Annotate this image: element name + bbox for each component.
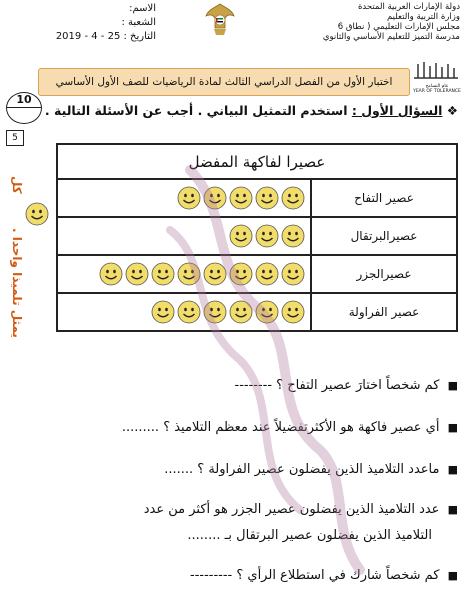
- table-row: [57, 293, 457, 331]
- smiley-face-icon: [229, 262, 253, 286]
- smiley-face-icon: [99, 262, 123, 286]
- question-text: ماعدد التلاميذ الذين يفضلون عصير الفراولة ؟: [197, 462, 440, 477]
- juice-name: عصيرالبرتقال: [311, 217, 457, 255]
- question-text: كم شخصاً شارك في استطلاع الرأي ؟: [236, 568, 440, 583]
- answer-blank[interactable]: .........: [121, 420, 160, 435]
- question-1-text: استخدم التمثيل البياني . أجب عن الأسئلة التالية .: [44, 103, 348, 118]
- bullet-icon: ■: [447, 569, 458, 582]
- table-row: [57, 179, 457, 217]
- tolerance-logo-arabic: عام التسامح: [425, 84, 449, 89]
- smiley-face-icon: [255, 262, 279, 286]
- juice-name: عصير التفاح: [311, 179, 457, 217]
- pictograph-title: عصيرا لفاكهة المفضل: [57, 144, 457, 179]
- smiley-face-icon: [229, 300, 253, 324]
- question-1-heading: [45, 103, 458, 118]
- answer-blank[interactable]: --------: [234, 378, 273, 393]
- question-1-label: السؤال الأول :: [351, 103, 443, 118]
- smiley-face-icon: [255, 224, 279, 248]
- smiley-face-icon: [177, 262, 201, 286]
- smiley-face-icon: [177, 186, 201, 210]
- smiley-face-icon: [281, 262, 305, 286]
- smiley-face-icon: [25, 202, 49, 226]
- smiley-face-icon: [281, 300, 305, 324]
- pictograph-table: [56, 143, 458, 332]
- header-line: مدرسة التميز للتعليم الأساسي والثانوي: [322, 32, 460, 42]
- key-text-2: يمثل تلميذا واحدا .: [10, 228, 24, 338]
- table-row: [57, 217, 457, 255]
- smiley-face-icon: [177, 300, 201, 324]
- smiley-cell: [57, 255, 311, 293]
- bullet-icon: ■: [447, 379, 458, 392]
- smiley-cell: [57, 217, 311, 255]
- score-divider: [7, 107, 41, 108]
- tolerance-logo-icon: [412, 58, 462, 80]
- question-text: كم شخصاً اختارَ عصير التفاح ؟: [276, 378, 440, 393]
- smiley-face-icon: [281, 224, 305, 248]
- answer-blank[interactable]: .......: [164, 462, 194, 477]
- question-item-continued: [187, 528, 432, 543]
- smiley-face-icon: [229, 224, 253, 248]
- juice-name: عصير الفراولة: [311, 293, 457, 331]
- smiley-face-icon: [203, 262, 227, 286]
- question-item: [235, 378, 459, 393]
- tolerance-logo: [412, 58, 462, 96]
- table-row: [57, 255, 457, 293]
- bullet-icon: ■: [447, 463, 458, 476]
- smiley-face-icon: [203, 300, 227, 324]
- question-item: [122, 420, 458, 435]
- key-text-1: كل: [10, 176, 24, 194]
- smiley-face-icon: [255, 186, 279, 210]
- question-text: عدد التلاميذ الذين يفضلون عصير الجزر هو أكثر من عدد: [143, 502, 440, 517]
- smiley-face-icon: [203, 186, 227, 210]
- smiley-face-icon: [255, 300, 279, 324]
- uae-emblem-icon: [204, 2, 236, 38]
- key-smiley-holder: [24, 202, 50, 226]
- bullet-icon: ■: [447, 503, 458, 516]
- section-label: الشعبة :: [121, 17, 156, 28]
- smiley-face-icon: [151, 262, 175, 286]
- smiley-cell: [57, 293, 311, 331]
- smiley-face-icon: [151, 300, 175, 324]
- question-text: التلاميذ الذين يفضلون عصير البرتقال بـ: [224, 528, 432, 543]
- score-total: 10: [16, 93, 32, 106]
- question-item: [164, 462, 458, 477]
- date-label: التاريخ : 25 - 4 - 2019: [55, 31, 156, 42]
- tolerance-logo-english: YEAR OF TOLERANCE: [413, 89, 461, 94]
- smiley-face-icon: [281, 186, 305, 210]
- answer-blank[interactable]: ---------: [190, 568, 233, 583]
- exam-title-banner: اختبار الأول من الفصل الدراسي الثالث لمادة الرياضيات للصف الأول الأساسي: [38, 68, 410, 96]
- section-score-box: 5: [6, 130, 24, 146]
- question-item: [144, 502, 458, 517]
- question-text: أي عصير فاكهة هو الأكثرتفضيلاً عند معظم التلاميذ ؟: [163, 420, 440, 435]
- juice-name: عصيرالجزر: [311, 255, 457, 293]
- smiley-cell: [57, 179, 311, 217]
- name-label: الاسم:: [129, 3, 156, 14]
- score-circle: [6, 92, 42, 124]
- school-header: [310, 2, 460, 42]
- smiley-face-icon: [229, 186, 253, 210]
- answer-blank[interactable]: ........: [187, 528, 221, 543]
- diamond-bullet-icon: ❖: [446, 103, 458, 118]
- student-info: [6, 2, 156, 44]
- header-line: مجلس الإمارات التعليمي ( نطاق 6: [337, 22, 460, 32]
- bullet-icon: ■: [447, 421, 458, 434]
- question-item: [190, 568, 458, 583]
- header-line: وزارة التربية والتعليم: [387, 12, 460, 22]
- smiley-face-icon: [125, 262, 149, 286]
- header-line: دولة الإمارات العربية المتحدة: [357, 2, 460, 12]
